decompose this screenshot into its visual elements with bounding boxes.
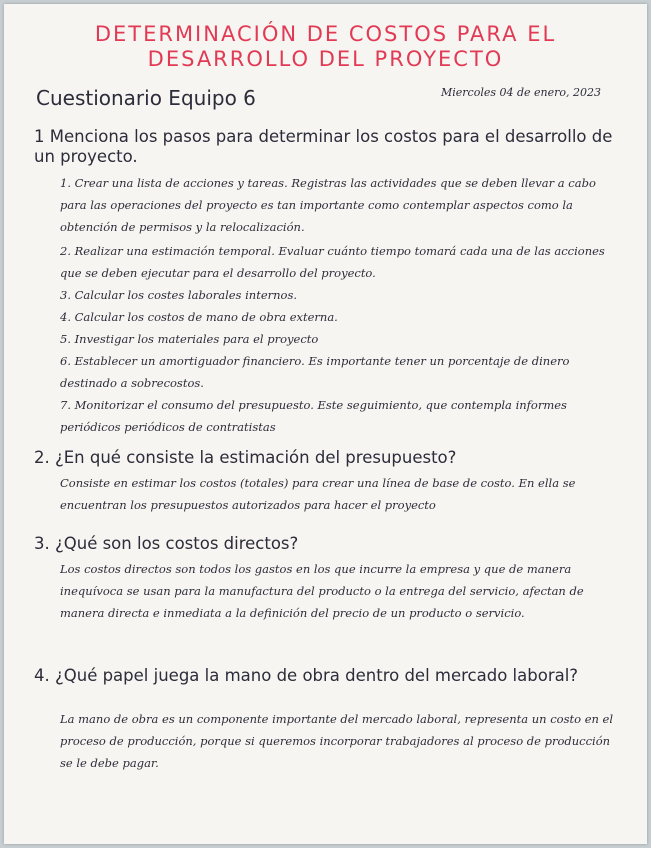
date-label: Miercoles 04 de enero, 2023 (440, 86, 601, 99)
document-title-line-2: DESARROLLO DEL PROYECTO (147, 47, 504, 71)
notebook-page (4, 4, 647, 844)
document-title-line-1: DETERMINACIÓN DE COSTOS PARA EL (94, 22, 557, 46)
question-1-step-4: 4. Calcular los costos de mano de obra externa. (60, 310, 338, 324)
question-4-answer: La mano de obra es un componente importante del mercado laboral, representa un costo en el proceso de producción, porque si queremos incorporar trabajadores al proceso de producción se le debe pagar. (60, 712, 614, 770)
question-2-answer: Consiste en estimar los costos (totales) para crear una línea de base de costo. En ella se encuentran los presupuestos autorizados para hacer el proyecto (60, 476, 576, 512)
question-1-step-6: 6. Establecer un amortiguador financiero. Es importante tener un porcentaje de dinero destinado a sobrecostos. (60, 354, 570, 390)
question-4-prompt: 4. ¿Qué papel juega la mano de obra dentro del mercado laboral? (34, 666, 579, 685)
question-1-step-3: 3. Calcular los costes laborales internos. (60, 288, 298, 302)
question-1-step-1: 1. Crear una lista de acciones y tareas. Registras las actividades que se deben llevar a cabo para las operaciones del proyecto es tan importante como contemplar aspectos como la obtención de permisos y la relocalización. (60, 176, 596, 234)
question-3-prompt: 3. ¿Qué son los costos directos? (34, 534, 299, 553)
question-1-step-5: 5. Investigar los materiales para el proyecto (60, 332, 319, 346)
question-1-step-7: 7. Monitorizar el consumo del presupuesto. Este seguimiento, que contempla informes periódicos periódicos de contratistas (60, 398, 567, 434)
question-1-step-2: 2. Realizar una estimación temporal. Evaluar cuánto tiempo tomará cada una de las acciones que se deben ejecutar para el desarrollo del proyecto. (60, 244, 605, 280)
question-3-answer: Los costos directos son todos los gastos en los que incurre la empresa y que de manera inequívoca se usan para la manufactura del producto o la entrega del servicio, afectan de manera directa e inmediata a la definición del precio de un producto o servicio. (60, 562, 584, 620)
questionnaire-heading: Cuestionario Equipo 6 (36, 86, 256, 110)
question-2-prompt: 2. ¿En qué consiste la estimación del presupuesto? (34, 448, 457, 467)
question-1-prompt: 1 Menciona los pasos para determinar los costos para el desarrollo de un proyecto. (34, 127, 613, 166)
